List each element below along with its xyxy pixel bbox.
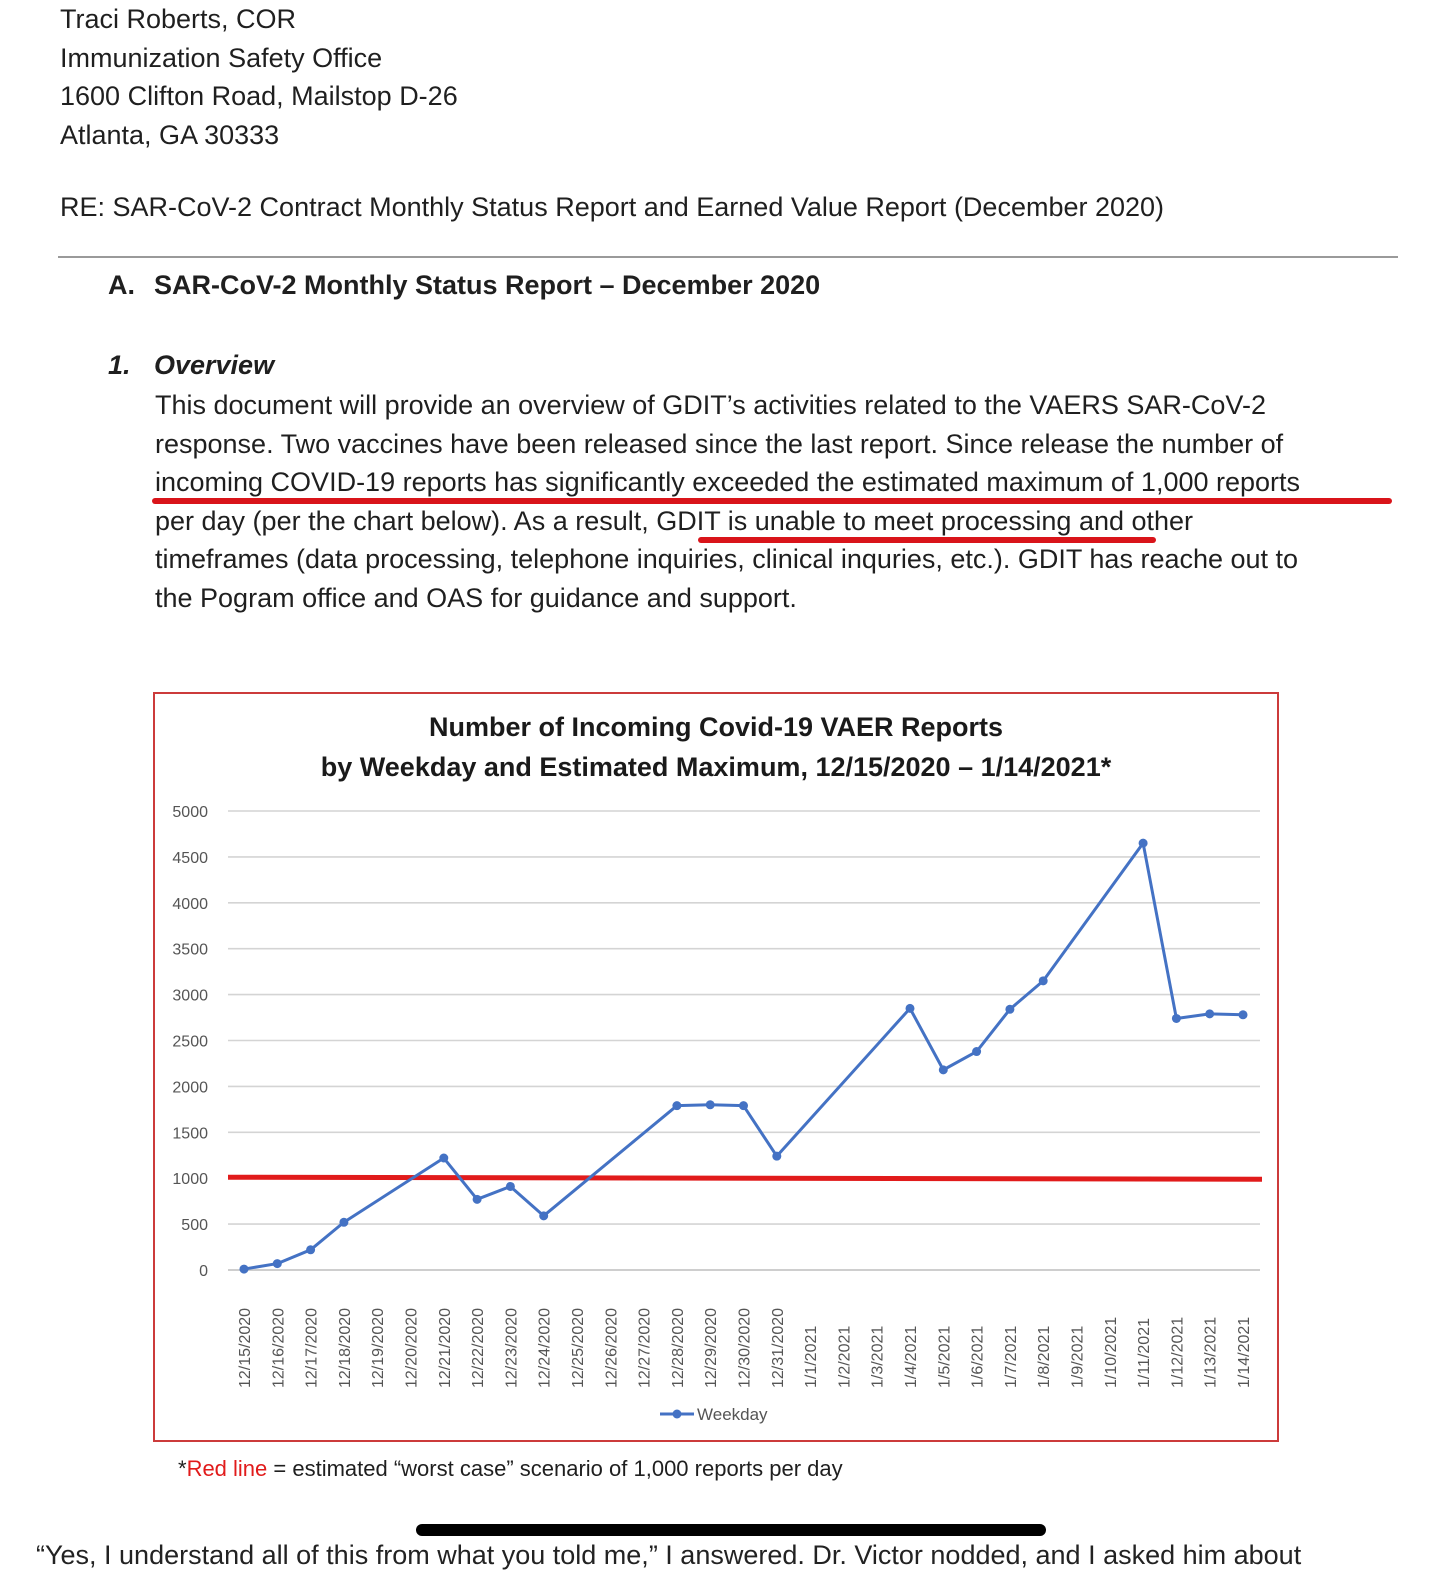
x-tick-label: 1/12/2021	[1169, 1316, 1187, 1388]
y-tick-label: 500	[181, 1217, 208, 1235]
data-point	[706, 1100, 715, 1109]
chart-subtitle: by Weekday and Estimated Maximum, 12/15/2020 – 1/14/2021*	[320, 752, 1112, 782]
x-tick-label: 12/23/2020	[503, 1307, 521, 1388]
reference-line	[228, 1177, 1262, 1179]
y-tick-label: 5000	[172, 804, 208, 821]
y-tick-label: 3500	[172, 941, 208, 959]
data-point	[772, 1152, 781, 1161]
address-line-name: Traci Roberts, COR	[60, 4, 297, 34]
x-tick-label: 12/30/2020	[736, 1307, 754, 1388]
address-line-street: 1600 Clifton Road, Mailstop D-26	[60, 81, 458, 111]
x-tick-label: 12/28/2020	[669, 1307, 687, 1388]
y-tick-label: 2500	[172, 1033, 208, 1051]
address-line-city: Atlanta, GA 30333	[60, 119, 280, 150]
x-tick-label: 12/19/2020	[370, 1307, 388, 1388]
data-point	[739, 1101, 748, 1110]
data-point	[506, 1182, 515, 1191]
data-point	[339, 1218, 348, 1227]
data-point	[1005, 1005, 1014, 1014]
data-point	[306, 1245, 315, 1254]
y-tick-label: 1500	[172, 1125, 208, 1143]
section-label: A.	[108, 270, 135, 300]
x-tick-label: 1/10/2021	[1102, 1316, 1120, 1388]
x-tick-label: 12/21/2020	[436, 1307, 454, 1388]
x-tick-label: 12/16/2020	[270, 1307, 288, 1388]
x-tick-label: 12/24/2020	[536, 1307, 554, 1388]
paragraph-line: response. Two vaccines have been released since the last report. Since release the number of	[155, 428, 1284, 459]
x-tick-label: 1/1/2021	[803, 1325, 821, 1388]
y-tick-label: 4000	[172, 895, 208, 913]
footnote	[178, 1456, 843, 1482]
y-tick-label: 1000	[172, 1171, 208, 1189]
x-tick-label: 1/9/2021	[1069, 1325, 1087, 1388]
x-tick-label: 1/3/2021	[869, 1325, 887, 1388]
data-point	[672, 1101, 681, 1110]
data-point	[273, 1259, 282, 1268]
y-tick-label: 4500	[172, 849, 208, 867]
home-indicator[interactable]	[416, 1524, 1046, 1536]
data-point	[240, 1265, 249, 1274]
overview-title: Overview	[154, 350, 275, 380]
y-tick-label: 0	[199, 1263, 208, 1280]
y-tick-label: 2000	[172, 1079, 208, 1097]
paragraph-line: This document will provide an overview of GDIT’s activities related to the VAERS SAR-CoV-2	[155, 390, 1266, 420]
legend-marker	[673, 1410, 682, 1419]
x-tick-label: 1/14/2021	[1236, 1316, 1253, 1388]
x-tick-label: 1/11/2021	[1136, 1318, 1154, 1388]
paragraph-line: incoming COVID-19 reports has significantly exceeded the estimated maximum of 1,000 reports	[155, 467, 1301, 497]
overview-number: 1.	[108, 350, 131, 380]
y-tick-label: 3000	[172, 987, 208, 1005]
footnote-text: = estimated “worst case” scenario of 1,000 reports per day	[267, 1456, 843, 1481]
data-point	[1205, 1009, 1214, 1018]
data-point	[939, 1065, 948, 1074]
x-tick-label: 12/18/2020	[336, 1307, 354, 1388]
x-tick-label: 1/7/2021	[1002, 1325, 1020, 1388]
data-point	[473, 1195, 482, 1204]
footnote-star: *	[178, 1456, 187, 1481]
x-tick-label: 12/20/2020	[403, 1307, 421, 1388]
data-point	[972, 1047, 981, 1056]
x-tick-label: 1/4/2021	[903, 1325, 920, 1388]
x-tick-label: 1/8/2021	[1036, 1325, 1054, 1388]
x-tick-label: 12/31/2020	[769, 1307, 787, 1388]
x-tick-label: 12/29/2020	[703, 1307, 721, 1388]
subject-line: RE: SAR-CoV-2 Contract Monthly Status Report and Earned Value Report (December 2020)	[60, 192, 1165, 222]
data-point	[1139, 839, 1148, 848]
x-tick-label: 12/25/2020	[570, 1307, 587, 1388]
legend-label: Weekday	[697, 1405, 768, 1424]
data-point	[1239, 1010, 1248, 1019]
x-tick-label: 12/22/2020	[470, 1307, 488, 1388]
paragraph-line: per day (per the chart below). As a result, GDIT is unable to meet processing and other	[155, 505, 1194, 536]
data-point	[906, 1004, 915, 1013]
data-point	[439, 1154, 448, 1163]
data-point	[539, 1211, 548, 1220]
x-tick-label: 1/6/2021	[969, 1325, 987, 1388]
x-tick-label: 12/27/2020	[636, 1307, 654, 1388]
section-title: SAR-CoV-2 Monthly Status Report – December 2020	[154, 270, 821, 300]
chart-title: Number of Incoming Covid-19 VAER Reports	[428, 712, 1004, 742]
footnote-red-text: Red line	[186, 1456, 268, 1481]
x-tick-label: 12/15/2020	[237, 1307, 254, 1388]
x-tick-label: 1/5/2021	[936, 1325, 954, 1388]
paragraph-line: timeframes (data processing, telephone inquiries, clinical inquries, etc.). GDIT has reache out to	[155, 544, 1299, 574]
x-tick-label: 12/17/2020	[303, 1307, 321, 1388]
series-line	[244, 843, 1243, 1269]
x-tick-label: 12/26/2020	[603, 1307, 621, 1388]
x-tick-label: 1/2/2021	[836, 1325, 854, 1388]
data-point	[1172, 1014, 1181, 1023]
cropped-text-line: “Yes, I understand all of this from what you told me,” I answered. Dr. Victor nodded, and I asked him about	[36, 1540, 1302, 1570]
data-point	[1039, 976, 1048, 985]
paragraph-line: the Pogram office and OAS for guidance and support.	[155, 582, 797, 613]
x-tick-label: 1/13/2021	[1202, 1316, 1220, 1388]
address-line-office: Immunization Safety Office	[60, 42, 383, 73]
